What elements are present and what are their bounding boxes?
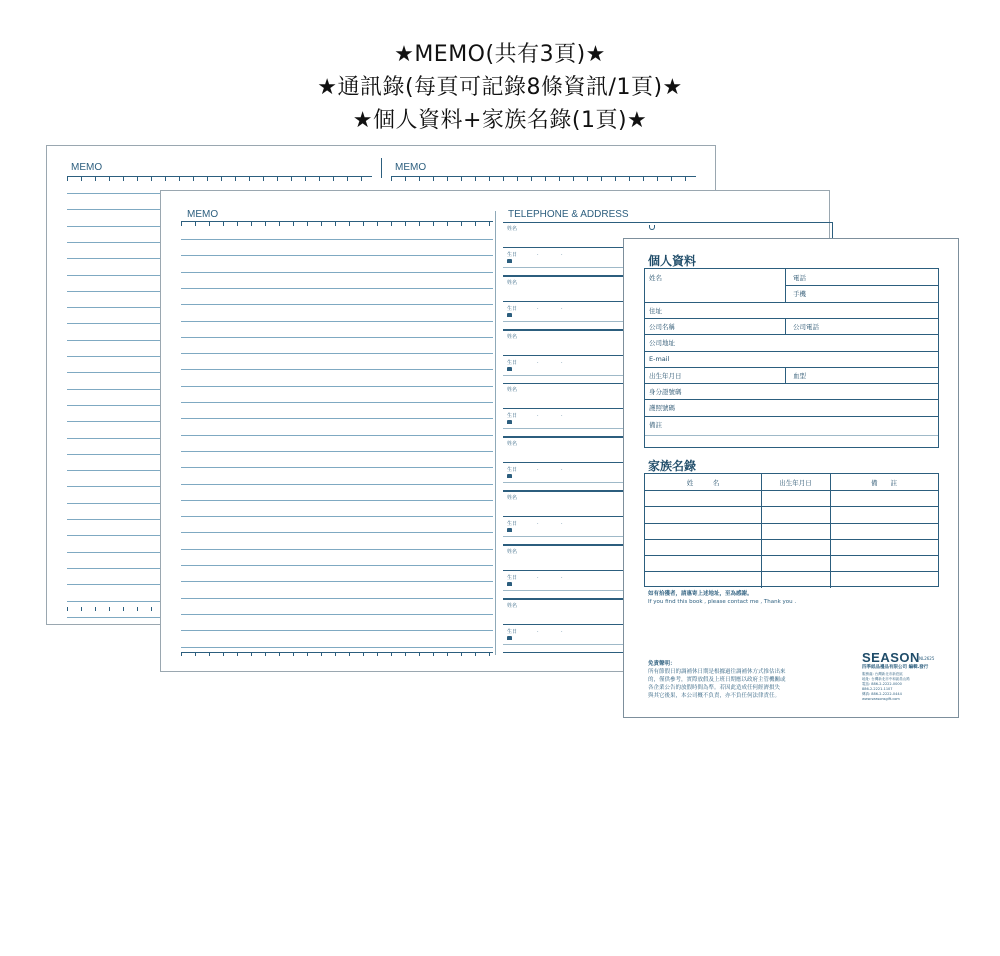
personal-row-line <box>645 416 938 417</box>
memo-line <box>181 337 493 338</box>
family-column-header: 備 註 <box>871 479 897 487</box>
heading-personal: ★個人資料+家族名錄(1頁)★ <box>352 108 648 133</box>
memo-back-right-header: MEMO <box>395 162 427 173</box>
personal-row-line <box>645 351 938 352</box>
memo-line <box>181 239 493 240</box>
disclaimer-title: 免責聲明： <box>648 661 676 667</box>
brand-contact: 傳真: 886-2-2222-0444 <box>862 692 902 696</box>
name-label: 姓名 <box>507 602 518 609</box>
memo-back-ticks <box>391 177 696 181</box>
brand-contact: 886-2-2221-1107 <box>862 687 893 691</box>
date-separator: . <box>537 251 539 257</box>
personal-row-line <box>645 318 938 319</box>
personal-field-label: 公司地址 <box>649 339 675 348</box>
memo-front-header: MEMO <box>187 209 219 220</box>
memo-line <box>181 304 493 305</box>
personal-title: 個人資料 <box>648 254 697 268</box>
brand-contact: 電話: 886-2-2222-0000 <box>862 682 902 686</box>
heading-telephone: ★通訊錄(每頁可記錄8條資訊/1頁)★ <box>317 75 683 100</box>
spread-divider <box>495 211 496 655</box>
personal-field-label: 身分證號碼 <box>649 388 682 397</box>
disclaimer-line: 所有節假日的調補休日期是根據過往調補休方式推估出來 <box>648 669 786 675</box>
memo-back-left-header: MEMO <box>71 162 103 173</box>
birthday-label: 生日 <box>507 521 518 527</box>
personal-field-label: 出生年月日 <box>649 371 682 380</box>
date-separator: . <box>537 520 539 526</box>
personal-row-line <box>645 367 938 368</box>
disclaimer-line: 與其它後果，本公司概不負責，亦不負任何法律責任。 <box>648 693 781 699</box>
personal-info-sheet <box>623 238 959 718</box>
memo-line <box>181 321 493 322</box>
birthday-label: 生日 <box>507 574 518 581</box>
personal-row-line <box>645 399 938 400</box>
personal-row-line <box>785 285 938 286</box>
personal-col-divider <box>785 367 786 383</box>
memo-line <box>181 484 493 485</box>
personal-field-label: 電話 <box>793 274 806 282</box>
personal-field-label: 姓名 <box>649 274 662 282</box>
found-note-zh: 如有拾獲者，請惠寄上述地址，至為感謝。 <box>648 591 753 597</box>
memo-line <box>181 255 493 256</box>
memo-back-ticks <box>67 607 162 611</box>
memo-front-ticks <box>181 222 493 226</box>
season-logo: SEASON <box>862 650 920 665</box>
birthday-label: 生日 <box>507 359 518 366</box>
house-icon <box>507 582 512 586</box>
personal-field-label: 血型 <box>793 371 806 380</box>
memo-line <box>181 386 493 387</box>
memo-line <box>181 369 493 370</box>
birthday-label: 生日 <box>507 413 518 420</box>
brand-company-name: 四季紙品禮品有限公司 <box>862 665 907 670</box>
birthday-label: 生日 <box>507 305 518 312</box>
name-label: 姓名 <box>507 441 518 448</box>
name-label: 姓名 <box>507 226 518 232</box>
house-icon <box>507 367 512 371</box>
personal-row-line <box>645 383 938 384</box>
house-icon <box>507 528 512 532</box>
date-separator: . <box>561 520 563 526</box>
name-label: 姓名 <box>507 548 518 555</box>
date-separator: . <box>537 358 539 365</box>
family-row-line <box>645 539 938 540</box>
memo-line <box>181 565 493 566</box>
memo-line <box>181 288 493 289</box>
telephone-header: TELEPHONE & ADDRESS <box>508 209 629 220</box>
personal-row-line <box>645 302 938 303</box>
house-icon <box>507 313 512 317</box>
date-separator: . <box>537 466 539 473</box>
memo-line <box>181 581 493 582</box>
memo-line <box>181 418 493 419</box>
memo-front-ticks <box>181 652 493 656</box>
family-row-line <box>645 490 938 491</box>
personal-field-label: 護照號碼 <box>649 404 675 413</box>
personal-field-label: 備註 <box>649 420 662 429</box>
family-table <box>644 473 939 587</box>
brand-contact: 地址: 台灣新北市中和區員山路 <box>862 677 910 681</box>
family-row-line <box>645 506 938 507</box>
heading-memo: ★MEMO(共有3頁)★ <box>394 42 606 67</box>
found-note-en: If you find this book , please contact me , Thank you . <box>648 599 797 605</box>
memo-line <box>181 614 493 615</box>
house-icon <box>507 420 512 424</box>
date-separator: . <box>537 412 539 419</box>
personal-field-label: 公司電話 <box>793 322 819 331</box>
memo-line <box>181 630 493 631</box>
phone-icon <box>649 225 655 230</box>
memo-back-divider <box>381 158 382 178</box>
memo-line <box>181 467 493 468</box>
memo-line <box>181 272 493 273</box>
date-separator: . <box>561 573 563 580</box>
memo-line <box>181 647 493 648</box>
brand-contact: www.seasonsgift.com <box>862 697 900 701</box>
birthday-label: 生日 <box>507 467 518 474</box>
memo-line <box>181 353 493 354</box>
memo-line <box>181 451 493 452</box>
birthday-label: 生日 <box>507 252 518 258</box>
personal-notes-line <box>645 435 938 436</box>
brand-contact: 服務處: 台灣新北市新莊區 <box>862 672 903 676</box>
date-separator: . <box>561 358 563 365</box>
personal-field-label: 公司名稱 <box>649 322 675 331</box>
personal-field-label: 住址 <box>649 306 662 315</box>
personal-field-label: 手機 <box>793 290 806 299</box>
disclaimer-line: 各企業公告的放假時間為準。若因此造成任何經濟損失 <box>648 685 781 691</box>
brand-company <box>862 664 928 672</box>
house-icon <box>507 259 512 263</box>
family-title: 家族名錄 <box>648 459 697 473</box>
date-separator: . <box>537 573 539 580</box>
personal-col-divider <box>785 269 786 302</box>
family-column-header: 出生年月日 <box>779 479 812 487</box>
memo-line <box>181 549 493 550</box>
memo-back-ticks <box>67 177 372 181</box>
house-icon <box>507 474 512 478</box>
personal-row-line <box>645 334 938 335</box>
name-label: 姓名 <box>507 333 518 340</box>
personal-field-label: E-mail <box>649 354 670 363</box>
memo-line <box>181 402 493 403</box>
personal-col-divider <box>785 318 786 334</box>
house-icon <box>507 636 512 640</box>
name-label: 姓名 <box>507 279 518 286</box>
date-separator: . <box>561 304 563 311</box>
date-separator: . <box>561 627 563 634</box>
memo-line <box>181 516 493 517</box>
brand-code: NL2625 <box>919 656 935 661</box>
memo-line <box>181 435 493 436</box>
name-label: 姓名 <box>507 495 518 501</box>
memo-line <box>181 532 493 533</box>
family-row-line <box>645 555 938 556</box>
family-column-header: 姓 名 <box>686 479 720 487</box>
family-row-line <box>645 571 938 572</box>
memo-line <box>181 500 493 501</box>
memo-line <box>181 598 493 599</box>
brand-tag: 編輯.發行 <box>908 665 929 670</box>
date-separator: . <box>561 466 563 473</box>
birthday-label: 生日 <box>507 628 518 635</box>
date-separator: . <box>537 304 539 311</box>
family-row-line <box>645 523 938 524</box>
disclaimer-line: 的，僅供參考，實際放假及上班日期應以政府主管機關或 <box>648 677 786 683</box>
date-separator: . <box>561 251 563 257</box>
personal-table <box>644 268 939 448</box>
date-separator: . <box>561 412 563 419</box>
name-label: 姓名 <box>507 387 518 394</box>
date-separator: . <box>537 627 539 634</box>
heading-block <box>0 38 1000 137</box>
